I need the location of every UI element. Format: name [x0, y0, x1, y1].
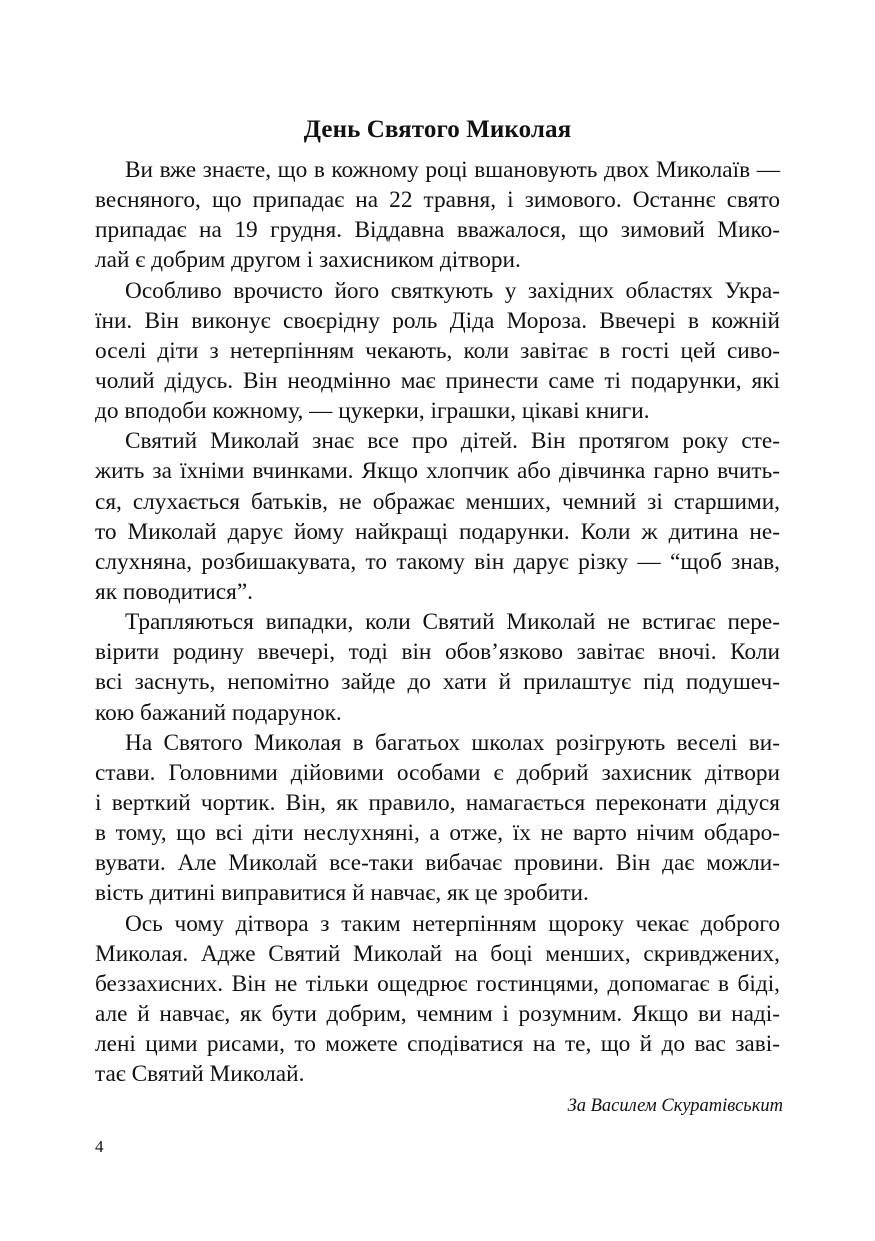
text-line: Ви вже знаєте, що в кожному році вшановують двох Миколаїв — [125, 157, 780, 183]
text-line: Миколая. Адже Святий Миколай на боці менших, скривджених, [95, 940, 780, 967]
text-line: чолий дідусь. Він неодмінно має принести саме ті подарунки, які [95, 367, 780, 394]
source-attribution: За Василем Скуратівськиm [567, 1096, 783, 1116]
text-line: вість дитині виправитися й навчає, як це зробити. [95, 880, 589, 907]
text-line: їни. Він виконує своєрідну роль Діда Мороза. Ввечері в кожній [95, 307, 780, 334]
text-line: але й навчає, як бути добрим, чемним і розумним. Якщо ви наді- [95, 1000, 780, 1027]
text-line: вувати. Але Миколай все-таки вибачає провини. Він дає можли- [95, 850, 780, 877]
text-line: кою бажаний подарунок. [95, 699, 342, 726]
text-line: На Святого Миколая в багатьох школах розігрують веселі ви- [125, 729, 780, 756]
page-number: 4 [95, 1137, 104, 1156]
text-line: і верткий чортик. Він, як правило, намагається переконати дідуся [95, 789, 780, 816]
text-line: до вподоби кожному, — цукерки, іграшки, цікаві книги. [95, 398, 650, 425]
text-line: в тому, що всі діти неслухняні, а отже, їх не варто нічим обдаро- [95, 820, 780, 847]
text-line: лай є добрим другом і захисником дітвори. [95, 247, 521, 274]
text-line: ся, слухається батьків, не ображає менших, чемний зі старшими, [95, 488, 780, 515]
page-title: День Святого Миколая [303, 116, 572, 143]
text-line: як поводитися”. [95, 578, 253, 605]
text-line: оселі діти з нетерпінням чекають, коли завітає в гості цей сиво- [95, 337, 780, 364]
text-line: тає Святий Миколай. [95, 1061, 305, 1088]
body-text [95, 155, 780, 1089]
text-line: слухняна, розбишакувата, то такому він дарує різку — “щоб знав, [95, 548, 780, 575]
text-line: припадає на 19 грудня. Віддавна вважалося, що зимовий Мико- [95, 217, 780, 244]
text-line: Святий Миколай знає все про дітей. Він протягом року сте- [125, 428, 780, 455]
text-line: всі заснуть, непомітно зайде до хати й прилаштує під подушеч- [95, 669, 780, 696]
text-line: стави. Головними дійовими особами є добрий захисник дітвори [95, 759, 780, 786]
text-line: весняного, що припадає на 22 травня, і зимового. Останнє свято [95, 187, 780, 214]
book-page [95, 0, 783, 1241]
text-line: то Миколай дарує йому найкращі подарунки. Коли ж дитина не- [95, 518, 780, 545]
text-line: вірити родину ввечері, тоді він обов’язково завітає вночі. Коли [95, 639, 780, 666]
text-line: Трапляються випадки, коли Святий Миколай не встигає пере- [125, 609, 780, 636]
text-line: Ось чому дітвора з таким нетерпінням щороку чекає доброго [125, 910, 780, 937]
text-line: Особливо врочисто його святкують у західних областях Укра- [125, 277, 780, 304]
text-line: лені цими рисами, то можете сподіватися на те, що й до вас заві- [95, 1031, 780, 1058]
text-line: жить за їхніми вчинками. Якщо хлопчик або дівчинка гарно вчить- [95, 458, 780, 485]
text-line: беззахисних. Він не тільки ощедрює гостинцями, допомагає в біді, [95, 970, 780, 997]
